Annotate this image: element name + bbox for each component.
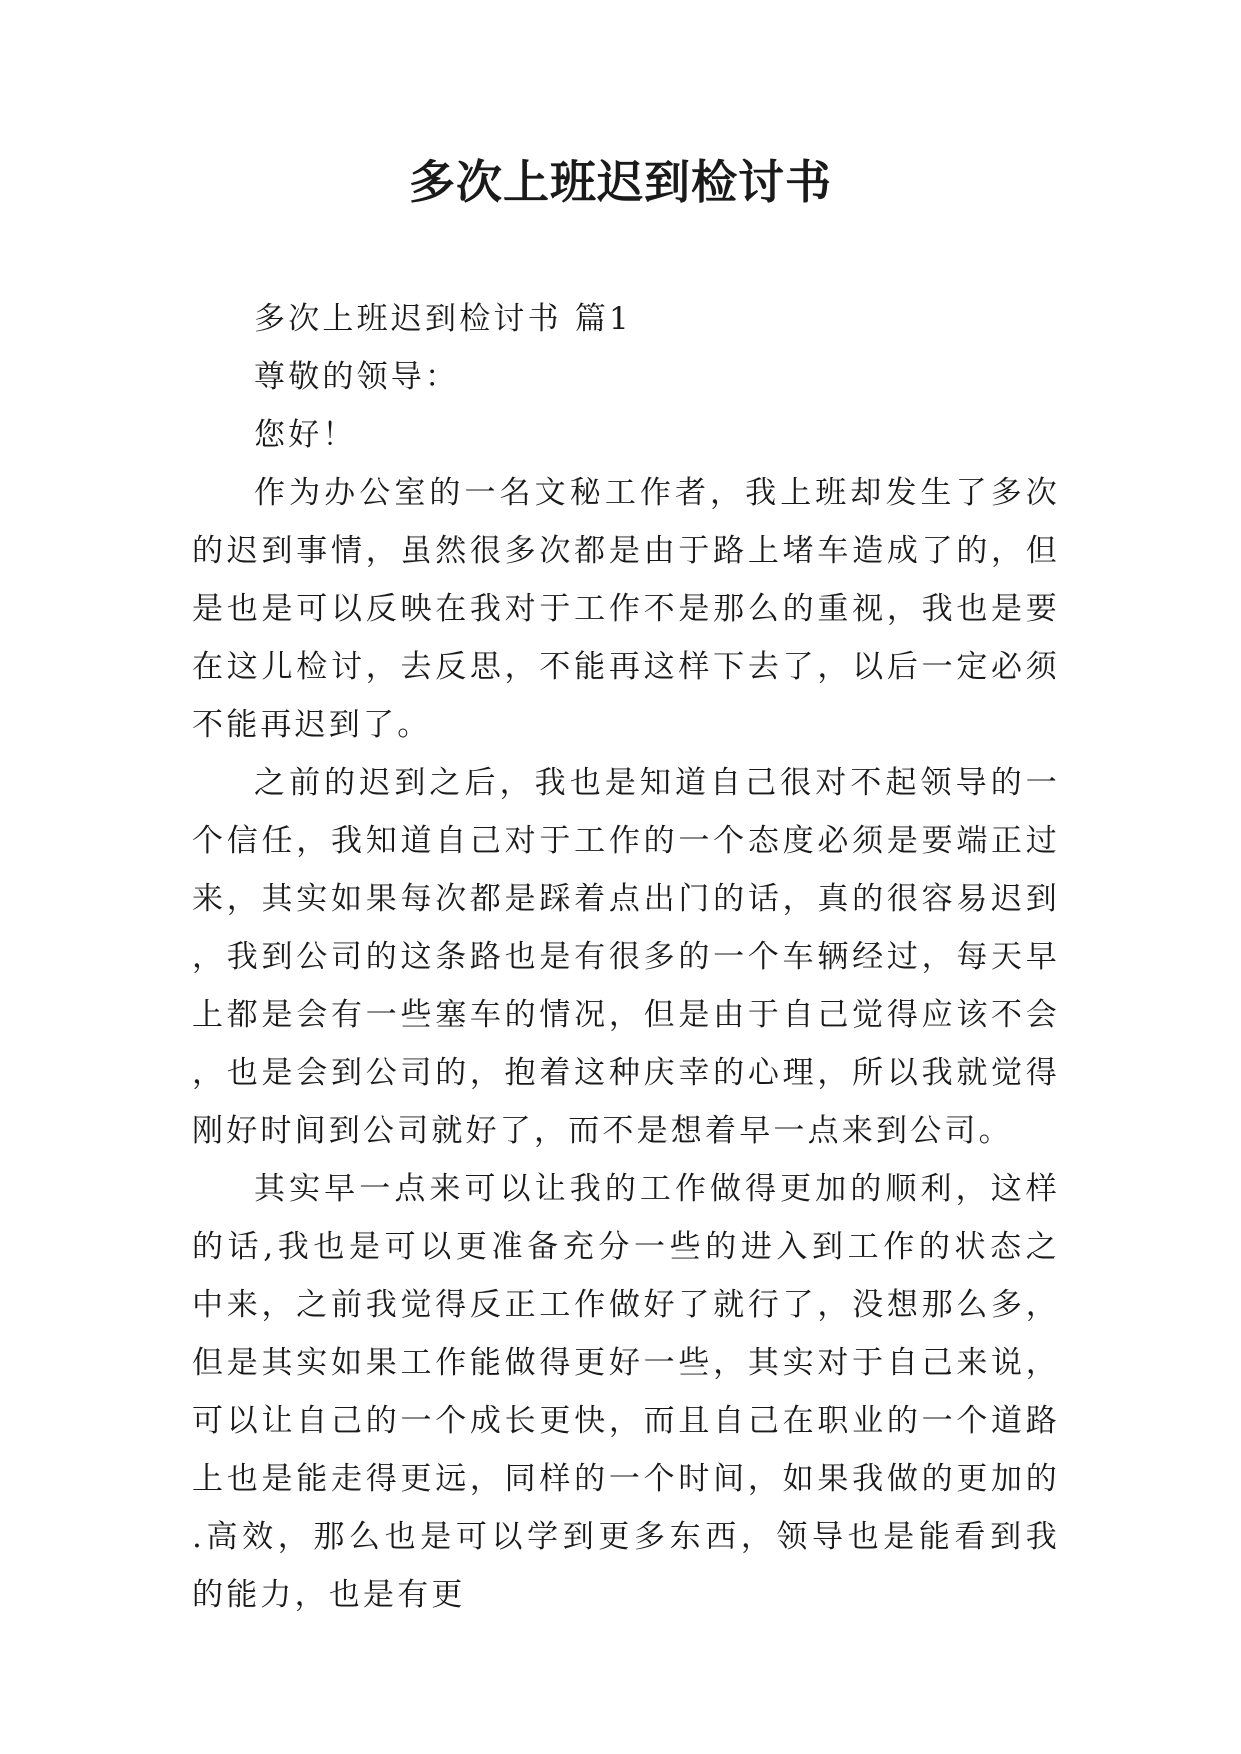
section-heading: 多次上班迟到检讨书 篇1 — [254, 301, 632, 337]
body-paragraph: 其实早一点来可以让我的工作做得更加的顺利，这样的话,我也是可以更准备充分一些的进入到工作的状态之中来，之前我觉得反正工作做好了就行了，没想那么多，但是其实如果工作能做得更好一些，其实对于自己来说，可以让自己的一个成长更快，而且自己在职业的一个道路上也是能走得更远，同样的一个时间，如果我做的更加的.高效，那么也是可以学到更多东西，领导也是能看到我的能力，也是有更 — [192, 1171, 1060, 1613]
document-body — [192, 290, 1060, 1624]
salutation: 尊敬的领导： — [254, 359, 460, 395]
body-paragraph: 作为办公室的一名文秘工作者，我上班却发生了多次的迟到事情，虽然很多次都是由于路上堵车造成了的，但是也是可以反映在我对于工作不是那么的重视，我也是要在这儿检讨，去反思，不能再这样下去了，以后一定必须不能再迟到了。 — [192, 475, 1060, 743]
body-paragraph: 之前的迟到之后，我也是知道自己很对不起领导的一个信任，我知道自己对于工作的一个态度必须是要端正过来，其实如果每次都是踩着点出门的话，真的很容易迟到，我到公司的这条路也是有很多的一个车辆经过，每天早上都是会有一些塞车的情况，但是由于自己觉得应该不会，也是会到公司的，抱着这种庆幸的心理，所以我就觉得刚好时间到公司就好了，而不是想着早一点来到公司。 — [192, 765, 1060, 1149]
document-title: 多次上班迟到检讨书 — [409, 155, 832, 209]
greeting: 您好！ — [254, 417, 357, 453]
